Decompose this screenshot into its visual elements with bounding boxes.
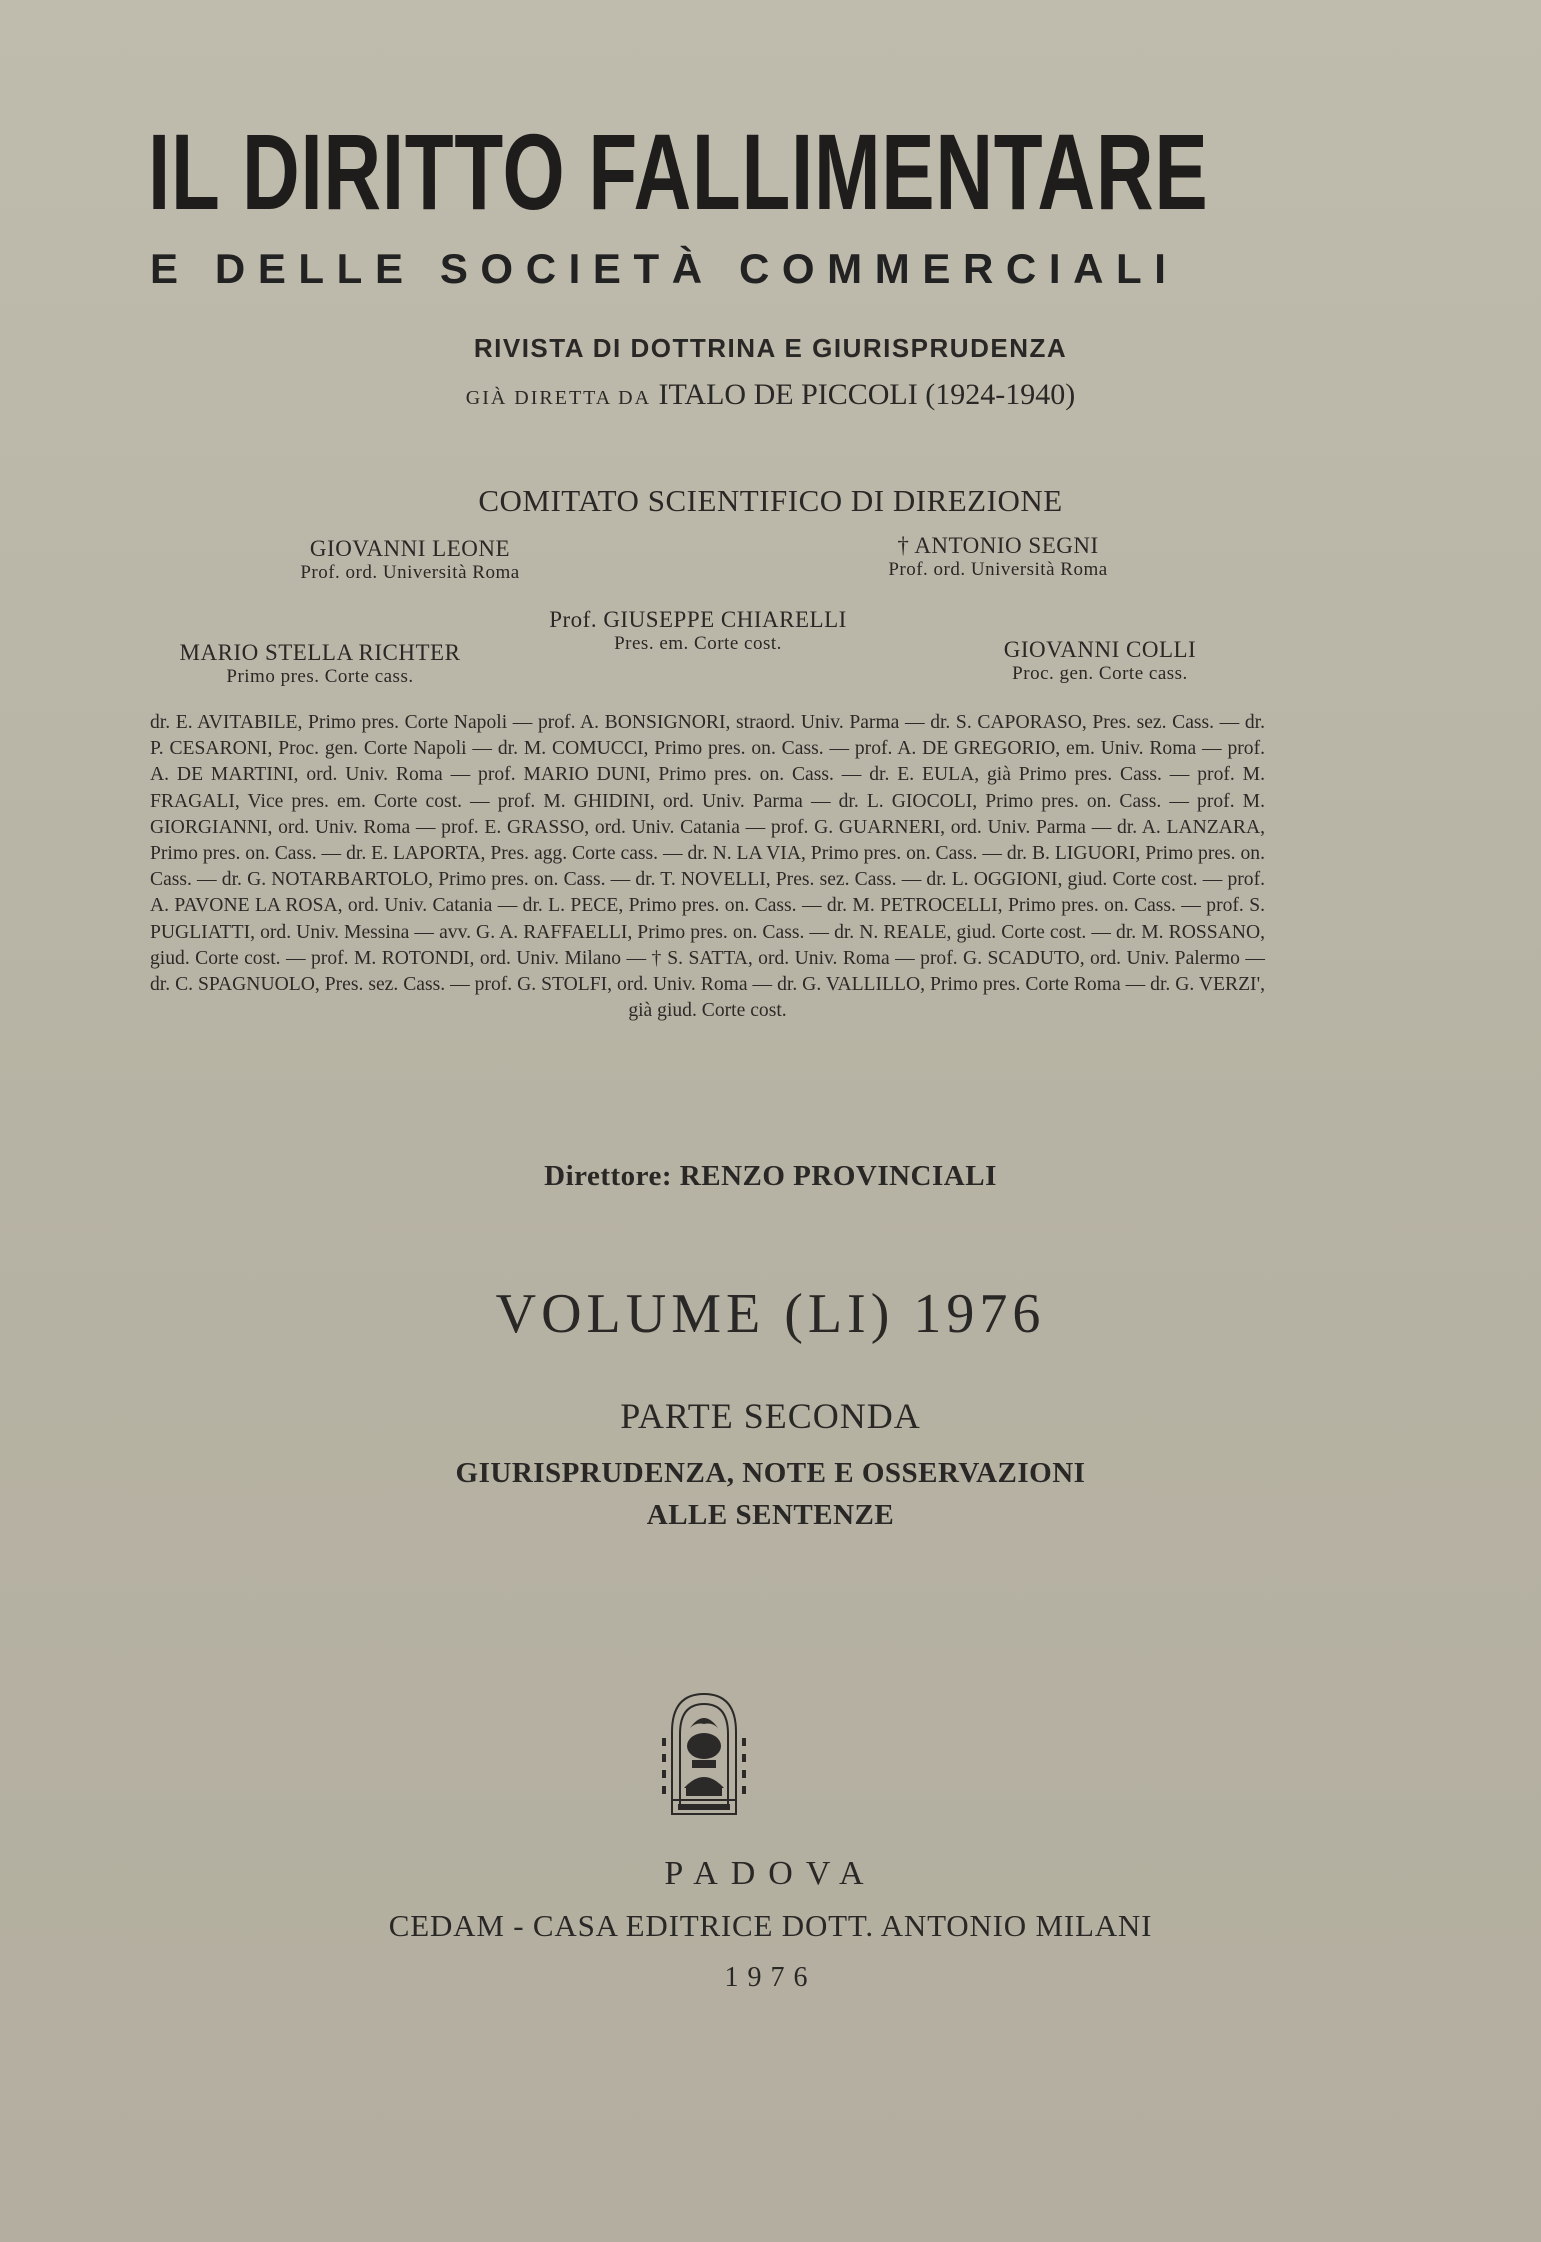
member-name: † ANTONIO SEGNI [897,533,1099,558]
member-role: Primo pres. Corte cass. [226,666,414,687]
publisher-emblem-icon [656,1688,752,1818]
member-role: Prof. ord. Università Roma [888,559,1108,580]
imprint-year: 1976 [724,1962,817,1993]
journal-title: IL DIRITTO FALLIMENTARE [148,111,1209,232]
part-heading: PARTE SECONDA [620,1396,921,1436]
member-name: Prof. GIUSEPPE CHIARELLI [549,607,847,632]
gia-diretta-label: GIÀ DIRETTA DA [465,387,652,409]
journal-subtitle: E DELLE SOCIETÀ COMMERCIALI [150,245,1179,292]
founder-line [0,378,1541,412]
section-line: GIURISPRUDENZA, NOTE E OSSERVAZIONI [455,1457,1086,1489]
imprint-publisher: CEDAM - CASA EDITRICE DOTT. ANTONIO MILANI [388,1908,1153,1943]
member-role: Proc. gen. Corte cass. [1012,663,1188,684]
committee-member [960,637,1240,685]
section-line: ALLE SENTENZE [646,1499,895,1531]
director-line: Direttore: RENZO PROVINCIALI [544,1160,997,1192]
committee-list: dr. E. AVITABILE, Primo pres. Corte Napoli — prof. A. BONSIGNORI, straord. Univ. Parma — dr. S. CAPORASO, Pres. sez. Cass. — dr. P. CESARONI, Proc. gen. Corte Napoli — dr. M. COMUCCI, Primo pres. on. Cass. — prof. A. DE GREGORIO, em. Univ. Roma — prof. A. DE MARTINI, ord. Univ. Roma — prof. MARIO DUNI, Primo pres. on. Cass. — dr. E. EULA, già Primo pres. Cass. — prof. M. FRAGALI, Vice pres. em. Corte cost. — prof. M. GHIDINI, ord. Univ. Parma — dr. L. GIOCOLI, Primo pres. on. Cass. — prof. M. GIORGIANNI, ord. Univ. Roma — prof. E. GRASSO, ord. Univ. Catania — prof. G. GUARNERI, ord. Univ. Parma — dr. A. LANZARA, Primo pres. on. Cass. — dr. E. LAPORTA, Pres. agg. Corte cass. — dr. N. LA VIA, Primo pres. on. Cass. — dr. B. LIGUORI, Primo pres. on. Cass. — dr. G. NOTARBARTOLO, Primo pres. on. Cass. — dr. T. NOVELLI, Pres. sez. Cass. — dr. L. OGGIONI, giud. Corte cost. — prof. A. PAVONE LA ROSA, ord. Univ. Catania — dr. L. PECE, Primo pres. on. Cass. — dr. M. PETROCELLI, Primo pres. on. Cass. — prof. S. PUGLIATTI, ord. Univ. Messina — avv. G. A. RAFFAELLI, Primo pres. on. Cass. — dr. N. REALE, giud. Corte cost. — dr. M. ROSSANO, giud. Corte cost. — prof. M. ROTONDI, ord. Univ. Milano — † S. SATTA, ord. Univ. Roma — prof. G. SCADUTO, ord. Univ. Palermo — dr. C. SPAGNUOLO, Pres. sez. Cass. — prof. G. STOLFI, ord. Univ. Roma — dr. G. VALLILLO, Primo pres. Corte Roma — dr. G. VERZI', già giud. Corte cost. [150,712,1265,1022]
committee-member [528,607,868,655]
member-role: Pres. em. Corte cost. [614,633,782,654]
rivista-line: RIVISTA DI DOTTRINA E GIURISPRUDENZA [473,333,1068,363]
committee-member [165,640,475,688]
committee-member [260,536,560,584]
member-name: GIOVANNI LEONE [309,536,511,561]
member-name: GIOVANNI COLLI [1003,637,1197,662]
committee-heading: COMITATO SCIENTIFICO DI DIREZIONE [478,483,1063,518]
member-role: Prof. ord. Università Roma [300,562,520,583]
committee-member [848,533,1148,581]
imprint-city: PADOVA [664,1855,877,1892]
section-heading [0,1452,1541,1536]
volume-heading: VOLUME (LI) 1976 [495,1283,1046,1345]
member-name: MARIO STELLA RICHTER [179,640,461,665]
founder-name: ITALO DE PICCOLI (1924-1940) [658,378,1076,411]
